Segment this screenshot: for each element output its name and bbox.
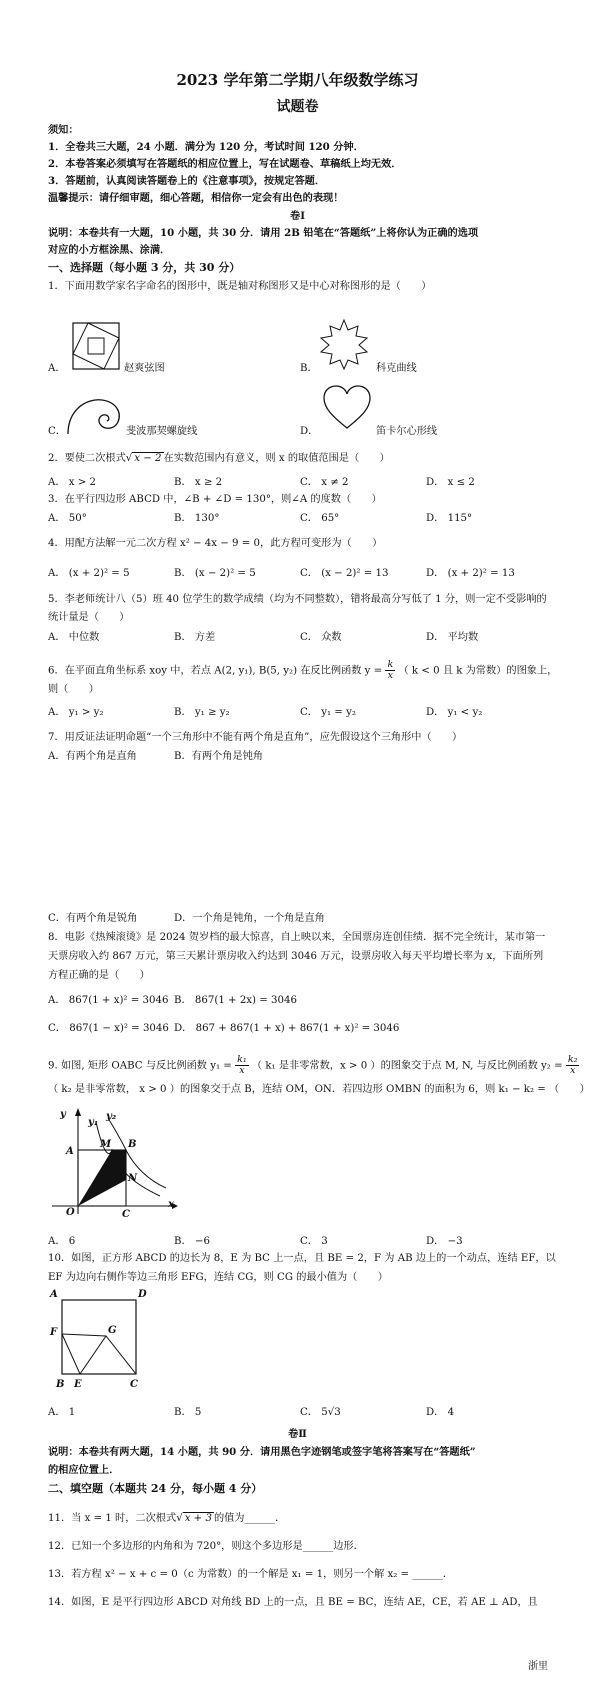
q8-option-b: B． 867(1 + 2x) = 3046 [174,995,297,1006]
q10-label-a: A [50,1289,58,1300]
q6-stem-a: 6．在平面直角坐标系 xoy 中，若点 A(2, y₁), B(5, y₂) 在反比例函数 y = [48,665,383,677]
q1-option-c: C． [48,426,66,437]
sqrt-sign: √ [125,453,133,464]
fibonacci-spiral-figure [66,396,126,436]
q8-line3: 方程正确的是（ ） [48,970,150,981]
q1-option-b: B． [300,363,318,374]
q10-line1: 10．如图，正方形 ABCD 的边长为 8，E 为 BC 上一点，且 BE = 2，F 为 AB 边上的一个动点，连结 EF，以 [48,1253,556,1264]
exam-subtitle: 试题卷 [276,99,319,115]
q9-option-a: A． 6 [48,1236,76,1247]
q6-stem-b: （ k < 0 且 k 为常数）的图象上， [398,665,558,677]
q10-figure [60,1298,140,1378]
q4-option-b: B． (x − 2)² = 5 [174,568,256,579]
q9-line1 [48,1055,579,1076]
q10-label-d: D [138,1289,147,1300]
q9-line1-a: 9. 如图, 矩形 OABC 与反比例函数 y₁ = [48,1060,232,1072]
q7-stem: 7．用反证法证明命题“一个三角形中不能有两个角是直角”，应先假设这个三角形中（ ） [48,732,463,743]
notice-tip: 温馨提示：请仔细审题，细心答题，相信你一定会有出色的表现！ [48,192,344,204]
q5-option-c: C． 众数 [300,632,342,643]
part1-note-line2: 对应的小方框涂黑、涂满． [48,244,171,256]
q6-option-b: B． y₁ ≥ y₂ [174,707,230,718]
q1-caption-d: 笛卡尔心形线 [376,426,438,437]
q9-label-a: A [66,1146,74,1157]
q10-option-d: D． 4 [426,1407,455,1418]
sqrt-sign: √ [176,1513,183,1524]
q9-line1-b: （ k₁ 是非零常数，x > 0 ）的图象交于点 M, N, 与反比例函数 y₂ = [251,1060,563,1072]
q3-option-a: A． 50° [48,513,87,524]
zhao-shuang-figure [72,322,120,370]
part1-label: 卷Ⅰ [290,210,305,222]
part2-label: 卷Ⅱ [288,1428,307,1440]
q14-stem: 14．如图，E 是平行四边形 ABCD 对角线 BD 上的一点，且 BE = BC，连结 AE，CE，若 AE ⊥ AD，且 [48,1597,538,1608]
koch-curve-figure [318,318,370,370]
q1-caption-b: 科克曲线 [376,363,417,374]
q6-line1 [48,660,557,681]
q4-option-d: D． (x + 2)² = 13 [426,568,515,579]
q1-option-a: A． [48,363,66,374]
q5-option-a: A． 中位数 [48,632,100,643]
q7-option-a: A．有两个角是直角 [48,751,137,762]
q8-line2: 天票房收入约 867 万元，第三天累计票房收入约达到 3046 万元，设票房收入每天平均增长率为 x，下面所列 [48,951,544,962]
q10-label-f: F [50,1327,58,1338]
q10-option-c: C． 5√3 [300,1407,341,1418]
notice-heading: 须知： [48,124,79,136]
q8-option-d: D． 867 + 867(1 + x) + 867(1 + x)² = 3046 [174,1023,400,1034]
q9-label-y: y [60,1109,66,1120]
q10-option-a: A． 1 [48,1407,76,1418]
q8-option-a: A． 867(1 + x)² = 3046 [48,995,169,1006]
q5-line1: 5．李老师统计八（5）班 40 位学生的数学成绩（均为不同整数），错将最高分写低了 1 分，则一定不受影响的 [48,594,547,605]
q11-stem-a: 11．当 x = 1 时，二次根式 [48,1513,177,1524]
q10-label-b: B [56,1379,65,1390]
q11-radicand: x + 3 [184,1513,212,1524]
q9-figure [48,1108,178,1216]
q4-option-a: A． (x + 2)² = 5 [48,568,130,579]
q2-radicand: x − 2 [134,453,162,464]
q1-stem: 1．下面用数学家名字命名的图形中，既是轴对称图形又是中心对称图形的是（ ） [48,281,432,292]
q9-fraction-2 [566,1055,580,1076]
q9-label-b: B [128,1139,137,1150]
q6-fraction [385,660,395,681]
q9-f1-den: x [239,1064,245,1076]
q9-label-y2: y₂ [106,1111,117,1122]
section-2-heading: 二、填空题（本题共 24 分，每小题 4 分） [48,1482,263,1495]
q10-line2: EF 为边向右侧作等边三角形 EFG，连结 CG，则 CG 的最小值为（ ） [48,1272,388,1283]
q9-option-b: B． −6 [174,1236,210,1247]
q2-option-c: C． x ≠ 2 [300,477,349,488]
q6-option-d: D． y₁ < y₂ [426,707,483,718]
q9-option-d: D． −3 [426,1236,463,1247]
q7-option-c: C．有两个角是锐角 [48,913,138,924]
q7-option-d: D．一个角是钝角，一个角是直角 [174,913,325,924]
notice-item-2: 2．本卷答案必须填写在答题纸的相应位置上，写在试题卷、草稿纸上均无效． [48,158,402,170]
q12-stem: 12．已知一个多边形的内角和为 720°，则这个多边形是______边形． [48,1541,364,1552]
q2-stem [48,452,390,466]
q6-option-c: C． y₁ = y₂ [300,707,356,718]
corner-watermark: 浙里 [528,1661,548,1672]
q2-option-a: A． x > 2 [48,477,97,488]
q10-label-g: G [108,1325,117,1336]
q3-stem: 3．在平行四边形 ABCD 中，∠B + ∠D = 130°，则∠A 的度数（ ） [48,494,382,505]
q2-stem-a: 2．要使二次根式 [48,453,126,464]
q10-option-b: B． 5 [174,1407,202,1418]
q9-f1-num: k₁ [237,1054,247,1065]
section-1-heading: 一、选择题（每小题 3 分，共 30 分） [48,261,241,274]
q5-option-d: D． 平均数 [426,632,479,643]
q5-option-b: B． 方差 [174,632,216,643]
q1-option-d: D． [300,426,319,437]
q13-stem: 13．若方程 x² − x + c = 0（c 为常数）的一个解是 x₁ = 1，则另一个解 x₂ = ______． [48,1569,454,1580]
q1-caption-c: 斐波那契螺旋线 [126,426,198,437]
q3-option-d: D． 115° [426,513,473,524]
exam-title: 2023 学年第二学期八年级数学练习 [176,71,419,89]
q6-line2: 则（ ） [48,684,99,695]
q3-option-c: C． 65° [300,513,340,524]
notice-item-1: 1．全卷共三大题，24 小题．满分为 120 分，考试时间 120 分钟． [48,141,364,153]
q9-f2-num: k₂ [567,1054,578,1065]
q9-label-x: x [168,1199,174,1210]
q9-label-n: N [128,1173,138,1184]
q4-option-c: C． (x − 2)² = 13 [300,568,389,579]
q3-option-b: B． 130° [174,513,220,524]
q9-label-c: C [122,1209,130,1220]
cardioid-figure [322,384,372,430]
q5-line2: 统计量是（ ） [48,612,130,623]
q8-line1: 8．电影《热辣滚烫》是 2024 贺岁档的最大惊喜，自上映以来，全国票房连创佳绩．据不完全统计，某市第一 [48,932,546,943]
part2-note-line1: 说明：本卷共有两大题，14 小题，共 90 分．请用黑色字迹钢笔或签字笔将答案写在“答题纸” [48,1446,476,1458]
q11-stem-b: 的值为______． [213,1513,286,1524]
q6-frac-den: x [387,669,394,681]
q11-stem [48,1512,285,1526]
q2-option-b: B． x ≥ 2 [174,477,223,488]
q10-label-e: E [74,1379,82,1390]
q9-label-o: O [66,1207,75,1218]
q10-label-c: C [130,1379,138,1390]
part2-note-line2: 的相应位置上． [48,1464,120,1476]
q9-fraction-1 [235,1055,249,1076]
q1-caption-a: 赵爽弦图 [124,363,165,374]
q9-label-y1: y₁ [88,1117,99,1128]
q6-frac-num: k [387,659,394,670]
q9-f2-den: x [569,1064,576,1076]
part1-note-line1: 说明：本卷共有一大题，10 小题，共 30 分．请用 2B 铅笔在“答题纸”上将你认为正确的选项 [48,227,479,239]
q9-option-c: C． 3 [300,1236,328,1247]
q4-stem: 4．用配方法解一元二次方程 x² − 4x − 9 = 0，此方程可变形为（ ） [48,538,383,549]
q8-option-c: C． 867(1 − x)² = 3046 [48,1023,169,1034]
q7-option-b: B．有两个角是钝角 [174,751,263,762]
q9-label-m: M [100,1139,112,1150]
notice-item-3: 3．答题前，认真阅读答题卷上的《注意事项》，按规定答题． [48,175,326,187]
q9-line2: （ k₂ 是非零常数， x > 0 ）的图象交于点 B，连结 OM，ON．若四边形 OMBN 的面积为 6，则 k₁ − k₂ = （ ） [48,1084,590,1095]
q6-option-a: A． y₁ > y₂ [48,707,104,718]
q2-option-d: D． x ≤ 2 [426,477,475,488]
q2-stem-b: 在实数范围内有意义，则 x 的取值范围是（ ） [163,453,390,464]
